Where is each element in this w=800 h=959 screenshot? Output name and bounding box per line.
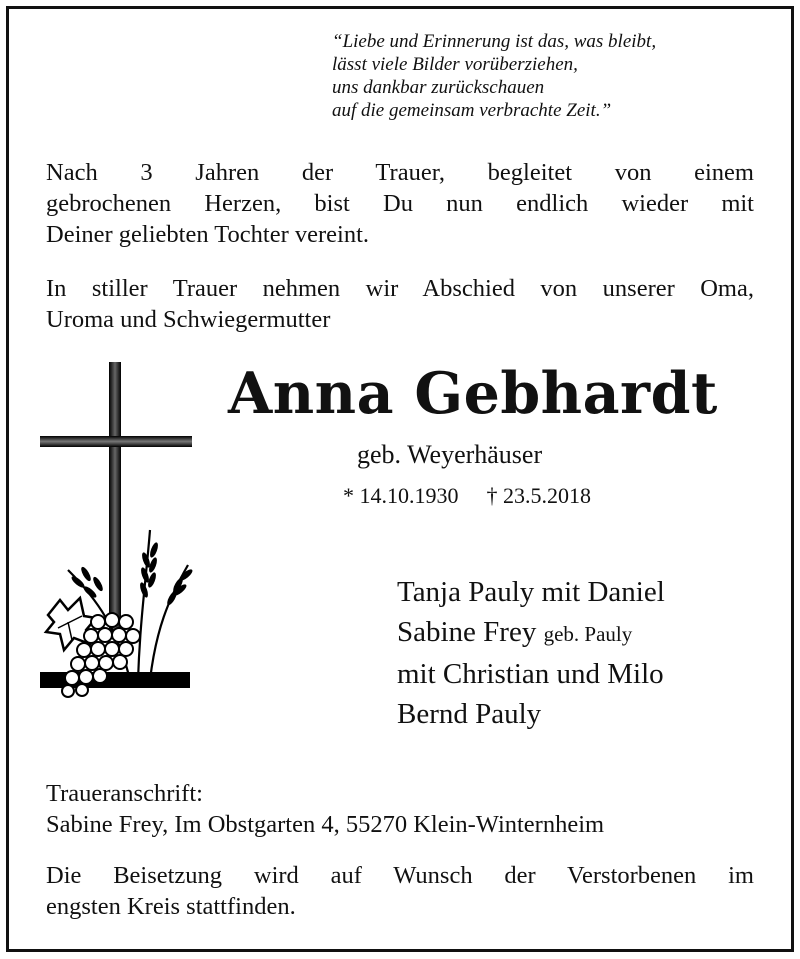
burial-line: Die Beisetzung wird auf Wunsch der Verstorbenen im — [46, 862, 754, 889]
verse-line: lässt viele Bilder vorüberziehen, — [332, 54, 578, 75]
verse-line: “Liebe und Erinnerung ist das, was bleibt, — [332, 31, 657, 52]
mourner-line: Tanja Pauly mit Daniel — [397, 576, 665, 608]
address-label: Traueranschrift: — [46, 780, 203, 807]
intro-line: gebrochenen Herzen, bist Du nun endlich wieder mit — [46, 190, 754, 217]
mourners-list — [397, 572, 665, 734]
deceased-name: Anna Gebhardt — [228, 360, 718, 427]
farewell-line: In stiller Trauer nehmen wir Abschied von unserer Oma, — [46, 275, 754, 302]
death-date: † 23.5.2018 — [486, 483, 591, 508]
farewell-line: Uroma und Schwiegermutter — [46, 306, 331, 333]
burial-note — [46, 860, 754, 922]
cross-with-grapes-and-wheat-icon — [38, 360, 198, 714]
memorial-verse — [332, 30, 656, 122]
intro-paragraph — [46, 157, 754, 250]
mourner-line — [397, 612, 665, 654]
verse-line: auf die gemeinsam verbrachte Zeit.” — [332, 100, 612, 121]
mourner-line: mit Christian und Milo — [397, 658, 664, 690]
intro-line: Nach 3 Jahren der Trauer, begleitet von einem — [46, 159, 754, 186]
verse-line: uns dankbar zurückschauen — [332, 77, 545, 98]
address-text: Sabine Frey, Im Obstgarten 4, 55270 Klein-Winternheim — [46, 811, 605, 838]
mourner-line: Bernd Pauly — [397, 698, 542, 730]
burial-line: engsten Kreis stattfinden. — [46, 893, 296, 920]
birth-date: * 14.10.1930 — [343, 483, 459, 508]
life-dates — [343, 483, 619, 509]
mourner-name: Sabine Frey — [397, 616, 537, 648]
mourner-maiden-name: geb. Pauly — [543, 622, 633, 646]
maiden-name: geb. Weyerhäuser — [357, 440, 543, 469]
mourning-address — [46, 778, 604, 840]
farewell-paragraph — [46, 273, 754, 335]
intro-line: Deiner geliebten Tochter vereint. — [46, 221, 369, 248]
